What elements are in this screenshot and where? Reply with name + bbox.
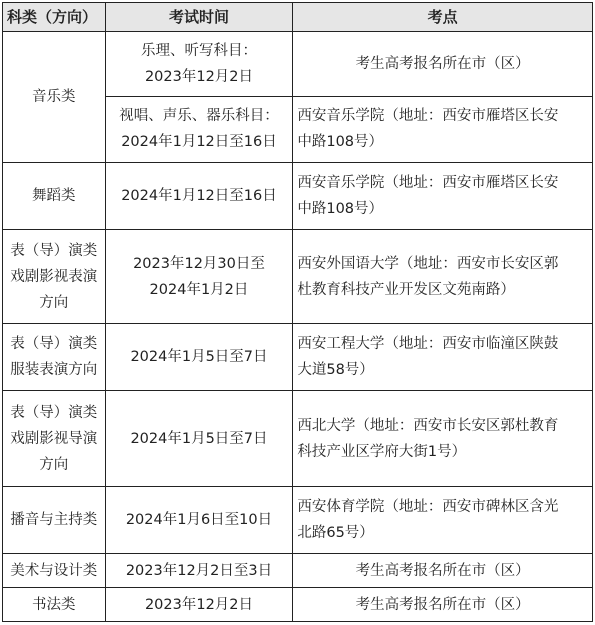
venue-dance-line2: 中路108号） (297, 201, 384, 218)
subject-drama-acting-line1: 表（导）演类 (10, 242, 98, 259)
subject-dance: 舞蹈类 (3, 163, 106, 230)
venue-costume (293, 324, 593, 391)
venue-music-theory: 考生高考报名所在市（区） (293, 32, 593, 97)
venue-drama-acting-line1: 西安外国语大学（地址：西安市长安区郭 (297, 255, 559, 272)
venue-dance-line1: 西安音乐学院（地址：西安市雁塔区长安 (297, 175, 559, 192)
venue-costume-line2: 大道58号） (297, 362, 374, 379)
venue-music-performance-line2: 中路108号） (297, 134, 384, 151)
header-subject: 科类（方向） (3, 3, 106, 32)
venue-music-performance (293, 96, 593, 163)
venue-calligraphy: 考生高考报名所在市（区） (293, 588, 593, 622)
venue-drama-acting-line2: 杜教育科技产业开发区文苑南路） (297, 281, 515, 298)
subject-drama-acting-line2: 戏剧影视表演 (10, 268, 98, 285)
subject-music: 音乐类 (3, 32, 106, 163)
subject-drama-directing (3, 390, 106, 486)
venue-art-design: 考生高考报名所在市（区） (293, 554, 593, 588)
table-row-drama-directing (3, 390, 593, 486)
venue-broadcast-line2: 北路65号） (297, 525, 374, 542)
time-music-performance (105, 96, 293, 163)
subject-drama-directing-line2: 戏剧影视导演 (10, 430, 98, 447)
venue-costume-line1: 西安工程大学（地址：西安市临潼区陕鼓 (297, 336, 559, 353)
time-music-theory-line2: 2023年12月2日 (144, 68, 254, 85)
venue-drama-directing (293, 390, 593, 486)
header-venue: 考点 (293, 3, 593, 32)
time-drama-acting (105, 230, 293, 324)
subject-costume (3, 324, 106, 391)
table-row-art-design (3, 554, 593, 588)
subject-costume-line2: 服装表演方向 (10, 362, 98, 379)
venue-broadcast (293, 487, 593, 554)
subject-art-design: 美术与设计类 (3, 554, 106, 588)
table-row-music-theory (3, 32, 593, 97)
time-music-performance-line1: 视唱、声乐、器乐科目： (119, 108, 279, 125)
time-music-performance-line2: 2024年1月12日至16日 (121, 134, 277, 151)
time-dance: 2024年1月12日至16日 (105, 163, 293, 230)
venue-music-performance-line1: 西安音乐学院（地址：西安市雁塔区长安 (297, 108, 559, 125)
venue-drama-directing-line2: 科技产业区学府大街1号） (297, 443, 467, 460)
time-drama-directing: 2024年1月5日至7日 (105, 390, 293, 486)
time-broadcast: 2024年1月6日至10日 (105, 487, 293, 554)
time-drama-acting-line1: 2023年12月30日至 (133, 255, 265, 272)
time-music-theory (105, 32, 293, 97)
subject-calligraphy: 书法类 (3, 588, 106, 622)
subject-drama-acting-line3: 方向 (39, 294, 69, 311)
table-row-drama-acting (3, 230, 593, 324)
subject-drama-directing-line1: 表（导）演类 (10, 404, 98, 421)
time-art-design: 2023年12月2日至3日 (105, 554, 293, 588)
venue-drama-directing-line1: 西北大学（地址：西安市长安区郭杜教育 (297, 417, 559, 434)
subject-costume-line1: 表（导）演类 (10, 336, 98, 353)
subject-drama-acting (3, 230, 106, 324)
exam-schedule-table (2, 2, 593, 622)
table-header-row (3, 3, 593, 32)
header-time: 考试时间 (105, 3, 293, 32)
time-costume: 2024年1月5日至7日 (105, 324, 293, 391)
time-drama-acting-line2: 2024年1月2日 (149, 281, 249, 298)
venue-broadcast-line1: 西安体育学院（地址：西安市碑林区含光 (297, 499, 559, 516)
time-music-theory-line1: 乐理、听写科目： (140, 42, 257, 59)
time-calligraphy: 2023年12月2日 (105, 588, 293, 622)
subject-broadcast: 播音与主持类 (3, 487, 106, 554)
venue-dance (293, 163, 593, 230)
subject-drama-directing-line3: 方向 (39, 456, 69, 473)
venue-drama-acting (293, 230, 593, 324)
table-row-calligraphy (3, 588, 593, 622)
table-row-costume (3, 324, 593, 391)
table-row-broadcast (3, 487, 593, 554)
table-row-dance (3, 163, 593, 230)
